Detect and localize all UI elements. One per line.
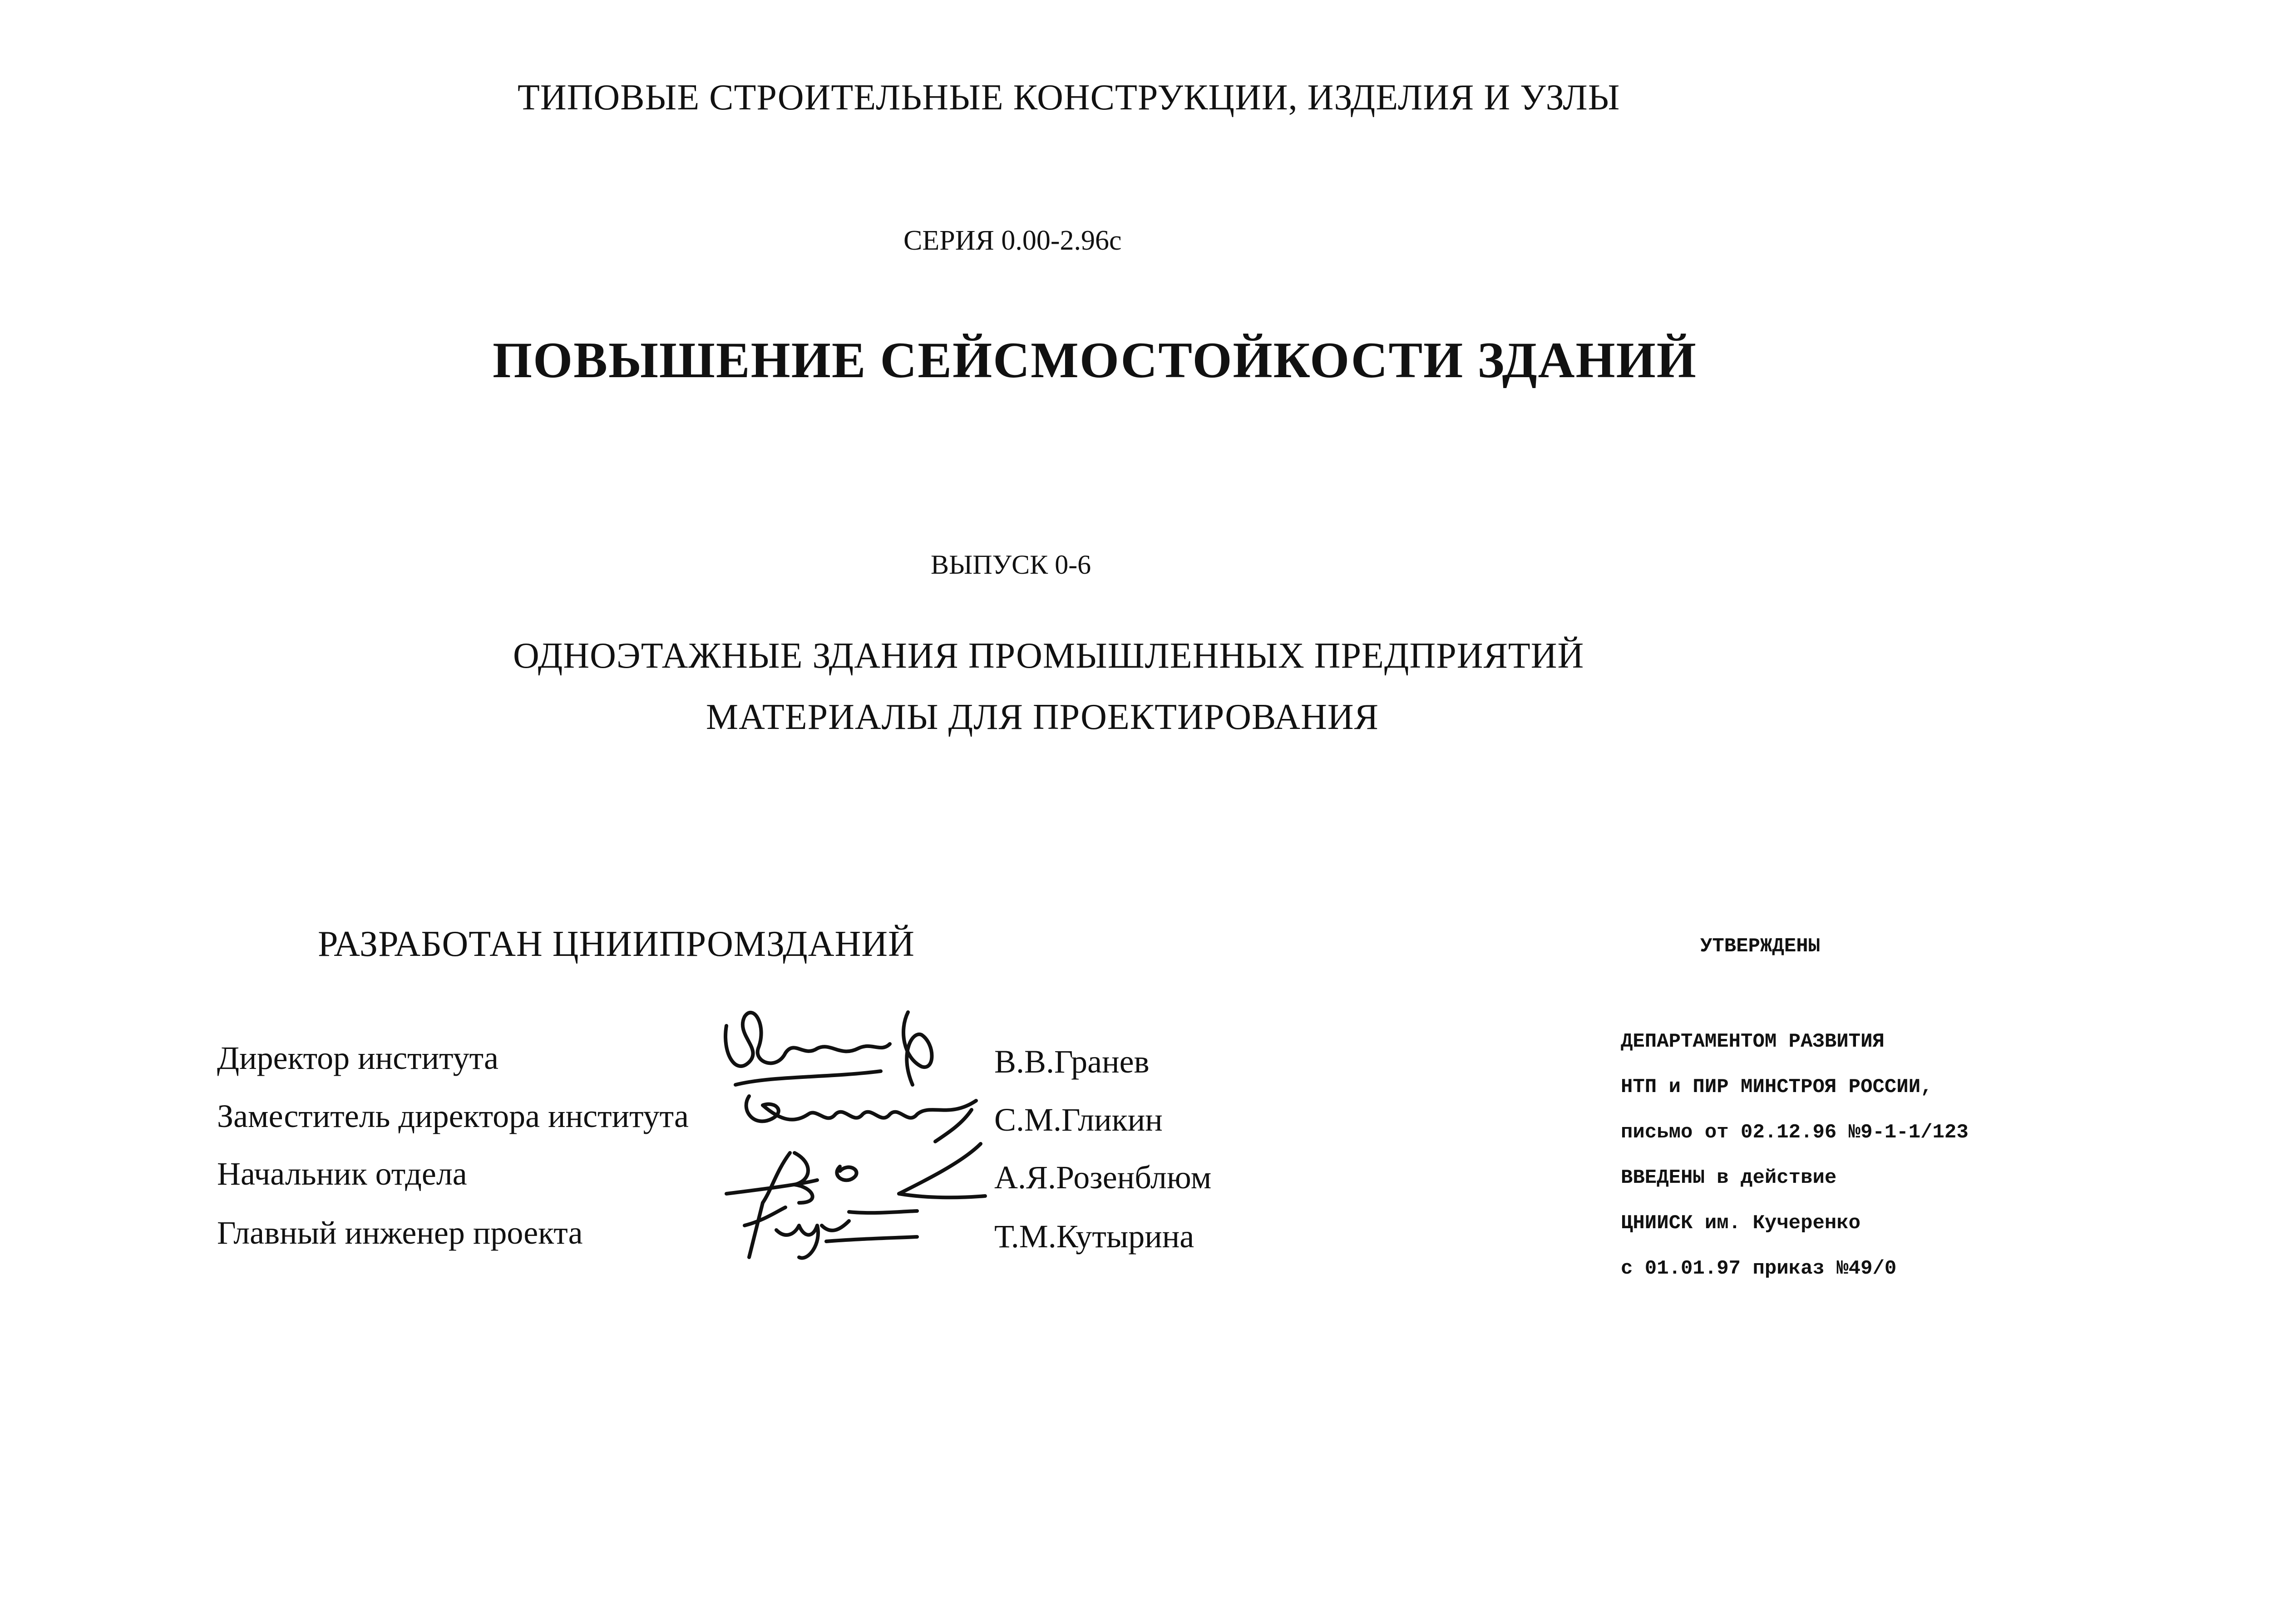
approval-line: ЦНИИСК им. Кучеренко [1621, 1212, 1861, 1235]
staff-name-chief-engineer: Т.М.Кутырина [994, 1218, 1194, 1255]
issue-number: ВЫПУСК 0-6 [931, 550, 1091, 580]
staff-role-chief-engineer: Главный инженер проекта [217, 1215, 583, 1251]
subtitle-line-2: МАТЕРИАЛЫ ДЛЯ ПРОЕКТИРОВАНИЯ [706, 697, 1379, 737]
signature-chief-engineer [735, 1194, 926, 1262]
staff-name-department-head: А.Я.Розенблюм [994, 1159, 1212, 1196]
main-title: ПОВЫШЕНИЕ СЕЙСМОСТОЙКОСТИ ЗДАНИЙ [493, 332, 1697, 389]
staff-role-department-head: Начальник отдела [217, 1156, 467, 1192]
staff-name-director: В.В.Гранев [994, 1043, 1150, 1080]
staff-role-deputy-director: Заместитель директора института [217, 1098, 689, 1134]
approval-line: ВВЕДЕНЫ в действие [1621, 1166, 1837, 1189]
staff-name-deputy-director: С.М.Гликин [994, 1102, 1163, 1138]
approval-line: письмо от 02.12.96 №9-1-1/123 [1621, 1121, 1969, 1144]
staff-role-director: Директор института [217, 1040, 498, 1076]
approval-line: ДЕПАРТАМЕНТОМ РАЗВИТИЯ [1621, 1030, 1885, 1053]
series-number: СЕРИЯ 0.00-2.96с [903, 225, 1122, 256]
approval-title: УТВЕРЖДЕНЫ [1700, 935, 1821, 958]
approval-line: НТП и ПИР МИНСТРОЯ РОССИИ, [1621, 1076, 1933, 1098]
developer-line: РАЗРАБОТАН ЦНИИПРОМЗДАНИЙ [318, 924, 915, 964]
collection-title: ТИПОВЫЕ СТРОИТЕЛЬНЫЕ КОНСТРУКЦИИ, ИЗДЕЛИЯ И УЗЛЫ [518, 78, 1620, 118]
subtitle-line-1: ОДНОЭТАЖНЫЕ ЗДАНИЯ ПРОМЫШЛЕННЫХ ПРЕДПРИЯТИЙ [513, 636, 1584, 676]
approval-line: с 01.01.97 приказ №49/0 [1621, 1257, 1897, 1280]
